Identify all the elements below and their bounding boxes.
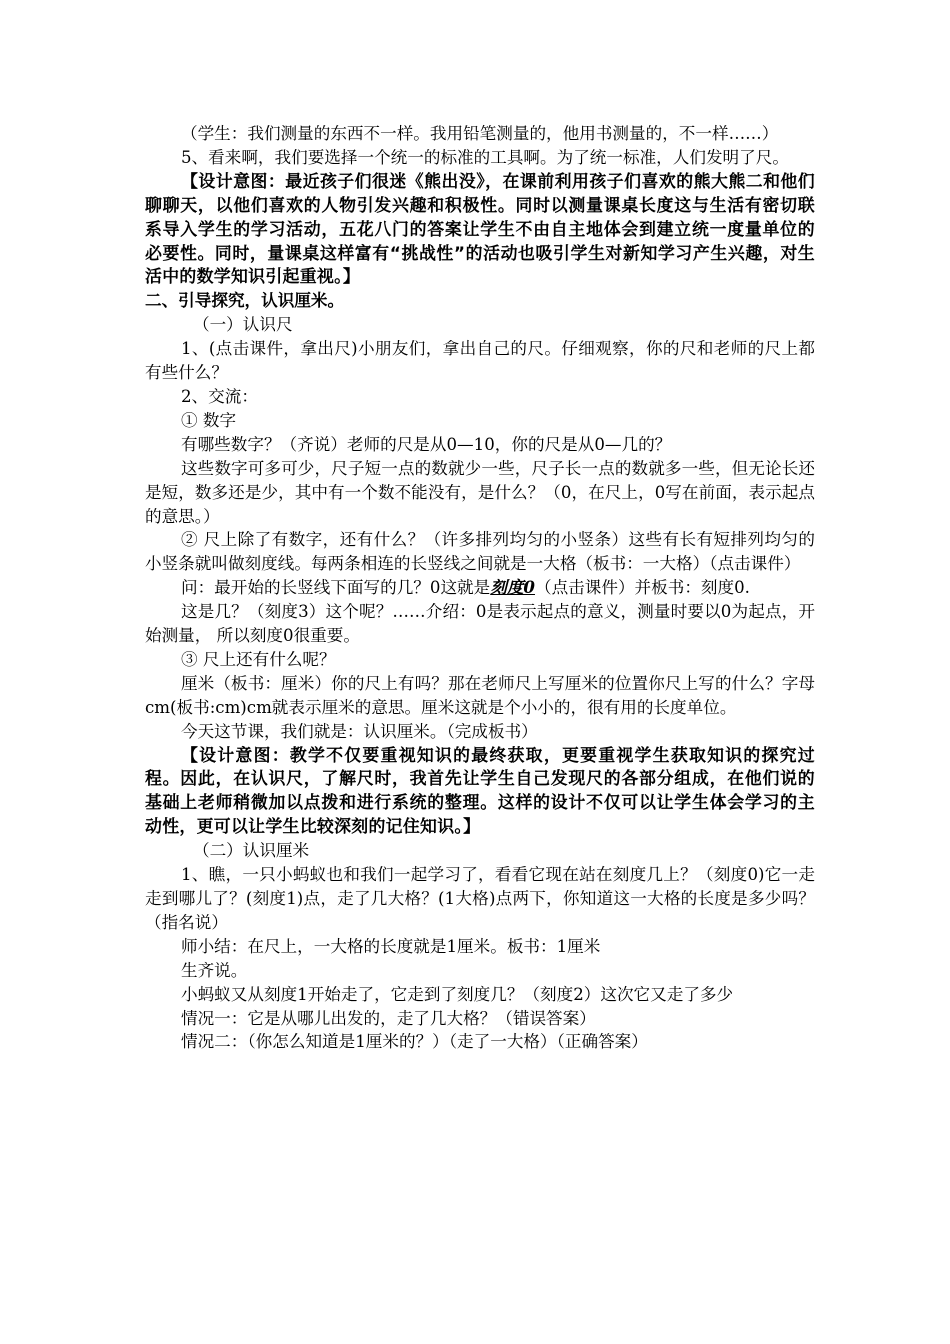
scale-zero-before: 问：最开始的长竖线下面写的几？0这就是 [181, 578, 491, 598]
paragraph-centimeter: 厘米（板书：厘米）你的尺上有吗？那在老师尺上写厘米的位置你尺上写的什么？字母cm(板书:cm)cm就表示厘米的意思。厘米这就是个小小的，很有用的长度单位。 [145, 673, 815, 717]
paragraph-case-1: 情况一：它是从哪儿出发的，走了几大格？（错误答案） [181, 1008, 596, 1028]
paragraph-chorus: 生齐说。 [181, 960, 248, 980]
item-numbers: ① 数字 [181, 410, 237, 430]
paragraph-summary: 师小结：在尺上，一大格的长度就是1厘米。板书：1厘米 [181, 936, 601, 956]
section-heading-2: 二、引导探究，认识厘米。 [145, 291, 345, 311]
paragraph-step-2: 2、交流： [181, 386, 258, 406]
scale-zero-emphasis: 刻度0 [490, 577, 535, 598]
item-tick-marks: ② 尺上除了有数字，还有什么？（许多排列均匀的小竖条）这些有长有短排列均匀的小竖条就叫做刻度线。每两条相连的长竖线之间就是一大格（板书：一大格）（点击课件） [145, 530, 815, 574]
paragraph-numbers-question: 有哪些数字？（齐说）老师的尺是从0—10，你的尺是从0—几的？ [181, 434, 672, 454]
paragraph-scale-three: 这是几？（刻度3）这个呢？……介绍：0是表示起点的意义，测量时要以0为起点，开始测量， 所以刻度0很重要。 [145, 602, 815, 646]
document-page [145, 122, 815, 1054]
paragraph-case-2: 情况二：（你怎么知道是1厘米的？）（走了一大格）（正确答案） [181, 1032, 648, 1052]
paragraph-scale-zero [145, 576, 815, 600]
subsection-ruler: （一）认识尺 [193, 315, 293, 335]
subsection-centimeter: （二）认识厘米 [193, 841, 310, 861]
paragraph-ant: 1、瞧，一只小蚂蚁也和我们一起学习了，看看它现在站在刻度几上？（刻度0)它一走走到哪儿了？(刻度1)点，走了几大格？(1大格)点两下，你知道这一大格的长度是多少吗？（指名说） [145, 865, 815, 932]
design-intent-2: 【设计意图：教学不仅要重视知识的最终获取，更要重视学生获取知识的探究过程。因此，在认识尺，了解尺时，我首先让学生自己发现尺的各部分组成，在他们说的基础上老师稍微加以点拨和进行系统的整理。这样的设计不仅可以让学生体会学习的主动性，更可以让学生比较深刻的记住知识。】 [145, 744, 815, 837]
paragraph-1: （学生：我们测量的东西不一样。我用铅笔测量的，他用书测量的，不一样……） [181, 124, 779, 143]
paragraph-2: 5、看来啊，我们要选择一个统一的标准的工具啊。为了统一标准，人们发明了尺。 [181, 147, 789, 167]
paragraph-ant-again: 小蚂蚁又从刻度1开始走了，它走到了刻度几？（刻度2）这次它又走了多少 [181, 984, 734, 1004]
design-intent-1: 【设计意图：最近孩子们很迷《熊出没》，在课前利用孩子们喜欢的熊大熊二和他们聊聊天，以他们喜欢的人物引发兴趣和积极性。同时以测量课桌长度这与生活有密切联系导入学生的学习活动，五花八门的答案让学生不由自主地体会到建立统一度量单位的必要性。同时，量课桌这样富有“挑战性”的活动也吸引学生对新知学习产生兴趣，对生活中的数学知识引起重视。】 [145, 170, 815, 287]
paragraph-today: 今天这节课，我们就是：认识厘米。（完成板书） [181, 721, 538, 741]
item-what-else: ③ 尺上还有什么呢？ [181, 649, 336, 669]
paragraph-zero: 这些数字可多可少，尺子短一点的数就少一些，尺子长一点的数就多一些，但无论长还是短，数多还是少，其中有一个数不能没有，是什么？（0，在尺上，0写在前面，表示起点的意思。） [145, 458, 815, 526]
paragraph-step-1: 1、(点击课件，拿出尺)小朋友们，拿出自己的尺。仔细观察，你的尺和老师的尺上都有些什么？ [145, 339, 815, 383]
scale-zero-after: （点击课件）并板书：刻度0. [534, 578, 750, 598]
